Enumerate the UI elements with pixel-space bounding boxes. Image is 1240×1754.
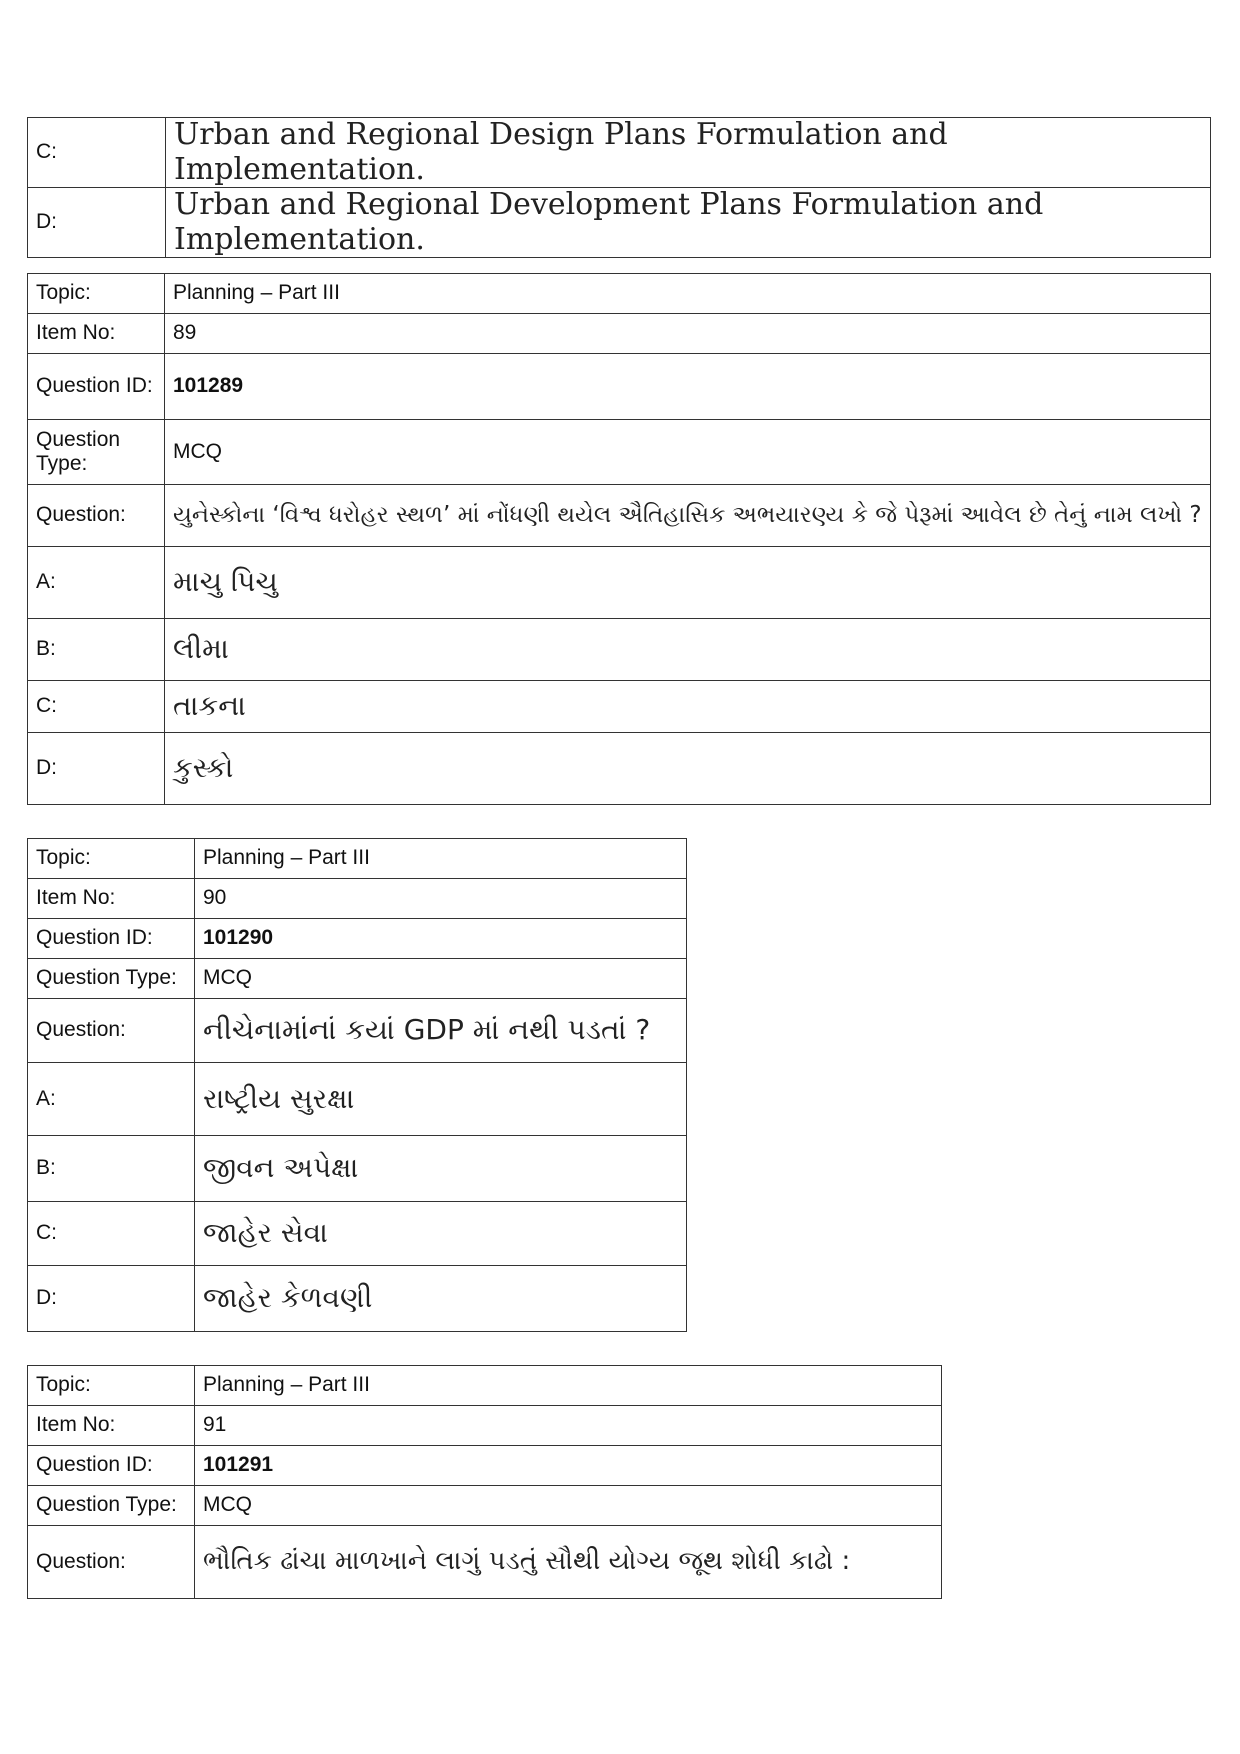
option-row-c (28, 1202, 687, 1266)
question-table-91 (27, 1365, 942, 1599)
topic-value: Planning – Part III (195, 1366, 942, 1406)
item-no-label: Item No: (28, 1406, 195, 1446)
question-id-value: 101289 (165, 354, 1211, 420)
question-type-label: Question Type: (28, 420, 165, 485)
question-id-row (28, 354, 1211, 420)
option-row-a (28, 1063, 687, 1136)
question-text: યુનેસ્કોના ‘વિશ્વ ધરોહર સ્થળ’ માં નોંધણી થયેલ ઐતિહાસિક અભયારણ્ય કે જે પેરૂમાં આવેલ છે તેનું નામ લખો ? (165, 485, 1211, 547)
question-type-value: MCQ (165, 420, 1211, 485)
option-row-d (28, 188, 1211, 258)
topic-value: Planning – Part III (165, 274, 1211, 314)
question-id-row (28, 1446, 942, 1486)
question-text: ભૌતિક ઢાંચા માળખાને લાગું પડતું સૌથી યોગ્ય જૂથ શોધી કાઢો : (195, 1526, 942, 1599)
option-text-a: રાષ્ટ્રીય સુરક્ષા (195, 1063, 687, 1136)
option-row-c (28, 118, 1211, 188)
option-row-c (28, 681, 1211, 733)
option-text-c: તાકના (165, 681, 1211, 733)
question-label: Question: (28, 1526, 195, 1599)
option-text-d: કુસ્કો (165, 733, 1211, 805)
topic-value: Planning – Part III (195, 839, 687, 879)
question-id-value: 101290 (195, 919, 687, 959)
topic-label: Topic: (28, 274, 165, 314)
question-id-label: Question ID: (28, 1446, 195, 1486)
item-no-row (28, 1406, 942, 1446)
item-no-value: 91 (195, 1406, 942, 1446)
option-label-c: C: (28, 1202, 195, 1266)
option-row-b (28, 1136, 687, 1202)
option-text-c: Urban and Regional Design Plans Formulation and Implementation. (166, 118, 1211, 188)
item-no-value: 90 (195, 879, 687, 919)
topic-row (28, 274, 1211, 314)
option-label-b: B: (28, 1136, 195, 1202)
question-row (28, 999, 687, 1063)
question-row (28, 485, 1211, 547)
option-row-b (28, 619, 1211, 681)
option-text-d: Urban and Regional Development Plans Formulation and Implementation. (166, 188, 1211, 258)
question-type-value: MCQ (195, 1486, 942, 1526)
question-text: નીચેનામાંનાં કયાં GDP માં નથી પડતાં ? (195, 999, 687, 1063)
question-table-90 (27, 838, 687, 1332)
item-no-value: 89 (165, 314, 1211, 354)
previous-question-options-table (27, 117, 1211, 258)
topic-label: Topic: (28, 839, 195, 879)
question-id-label: Question ID: (28, 919, 195, 959)
question-label: Question: (28, 999, 195, 1063)
option-label-d: D: (28, 188, 166, 258)
option-text-c: જાહેર સેવા (195, 1202, 687, 1266)
question-row (28, 1526, 942, 1599)
question-table-89 (27, 273, 1211, 805)
option-label-c: C: (28, 681, 165, 733)
option-text-b: લીમા (165, 619, 1211, 681)
option-row-a (28, 547, 1211, 619)
item-no-label: Item No: (28, 879, 195, 919)
option-row-d (28, 733, 1211, 805)
option-row-d (28, 1266, 687, 1332)
question-type-row (28, 959, 687, 999)
item-no-row (28, 879, 687, 919)
item-no-row (28, 314, 1211, 354)
option-label-b: B: (28, 619, 165, 681)
topic-row (28, 839, 687, 879)
option-label-a: A: (28, 1063, 195, 1136)
question-type-row (28, 1486, 942, 1526)
topic-row (28, 1366, 942, 1406)
question-id-row (28, 919, 687, 959)
question-id-label: Question ID: (28, 354, 165, 420)
option-text-d: જાહેર કેળવણી (195, 1266, 687, 1332)
option-label-d: D: (28, 733, 165, 805)
option-label-a: A: (28, 547, 165, 619)
item-no-label: Item No: (28, 314, 165, 354)
question-type-label: Question Type: (28, 959, 195, 999)
question-type-label: Question Type: (28, 1486, 195, 1526)
question-id-value: 101291 (195, 1446, 942, 1486)
question-label: Question: (28, 485, 165, 547)
question-type-value: MCQ (195, 959, 687, 999)
topic-label: Topic: (28, 1366, 195, 1406)
question-type-row (28, 420, 1211, 485)
option-label-d: D: (28, 1266, 195, 1332)
option-text-b: જીવન અપેક્ષા (195, 1136, 687, 1202)
option-text-a: માચુ પિચુ (165, 547, 1211, 619)
option-label-c: C: (28, 118, 166, 188)
